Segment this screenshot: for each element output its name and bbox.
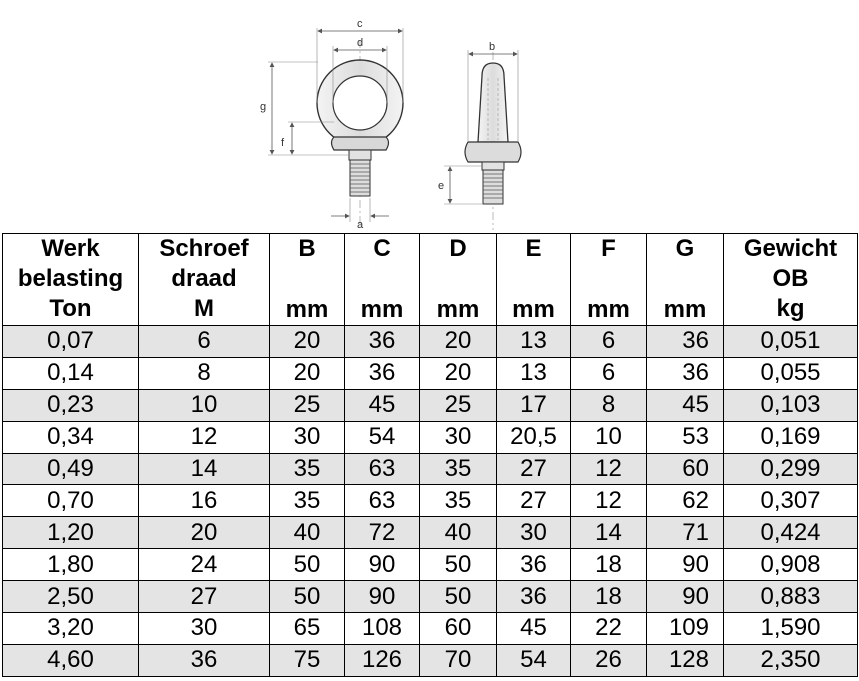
cell-werkbelasting: 3,20: [3, 613, 139, 645]
cell-werkbelasting: 1,20: [3, 517, 139, 549]
cell-e: 27: [497, 453, 571, 485]
cell-gewicht: 1,590: [724, 613, 858, 645]
header-schroefdraad: [139, 234, 270, 326]
cell-f: 6: [571, 357, 647, 389]
cell-gewicht: 0,051: [724, 326, 858, 358]
cell-gewicht: 0,055: [724, 357, 858, 389]
cell-d: 60: [420, 613, 497, 645]
header-unit: mm: [285, 296, 329, 323]
cell-b: 65: [270, 613, 345, 645]
header-letter: C: [373, 235, 391, 262]
cell-f: 10: [571, 421, 647, 453]
header-letter: E: [525, 235, 542, 262]
header-gewicht: [724, 234, 858, 326]
cell-f: 6: [571, 326, 647, 358]
dim-label-c: c: [357, 18, 363, 30]
cell-c: 126: [345, 644, 420, 676]
header-d: [420, 234, 497, 326]
cell-schroefdraad: 6: [139, 326, 270, 358]
table-row: [3, 517, 858, 549]
cell-c: 90: [345, 581, 420, 613]
cell-d: 70: [420, 644, 497, 676]
cell-gewicht: 0,908: [724, 549, 858, 581]
cell-d: 20: [420, 357, 497, 389]
technical-drawing: [0, 0, 859, 234]
cell-c: 36: [345, 326, 420, 358]
cell-b: 20: [270, 357, 345, 389]
cell-e: 36: [497, 549, 571, 581]
cell-g: 109: [647, 613, 724, 645]
cell-werkbelasting: 0,14: [3, 357, 139, 389]
cell-schroefdraad: 30: [139, 613, 270, 645]
header-line: M: [194, 295, 214, 322]
cell-g: 90: [647, 581, 724, 613]
cell-c: 63: [345, 453, 420, 485]
cell-f: 18: [571, 549, 647, 581]
table-row: [3, 644, 858, 676]
cell-f: 8: [571, 389, 647, 421]
table-row: [3, 453, 858, 485]
header-c: [345, 234, 420, 326]
header-line: Gewicht: [743, 235, 838, 262]
cell-f: 14: [571, 517, 647, 549]
cell-d: 25: [420, 389, 497, 421]
cell-b: 50: [270, 549, 345, 581]
cell-d: 40: [420, 517, 497, 549]
cell-c: 54: [345, 421, 420, 453]
dim-label-f: f: [281, 137, 285, 149]
cell-gewicht: 0,103: [724, 389, 858, 421]
header-line: kg: [776, 295, 805, 322]
front-view: [260, 18, 403, 231]
dim-label-a: a: [357, 219, 364, 231]
cell-b: 35: [270, 485, 345, 517]
header-line: Schroef: [159, 235, 249, 262]
header-line: draad: [171, 265, 237, 292]
side-view: [438, 41, 521, 230]
header-werkbelasting: [3, 234, 139, 326]
table-row: [3, 485, 858, 517]
cell-f: 12: [571, 485, 647, 517]
header-g: [647, 234, 724, 326]
cell-g: 128: [647, 644, 724, 676]
header-line: OB: [772, 265, 809, 292]
cell-e: 54: [497, 644, 571, 676]
cell-schroefdraad: 16: [139, 485, 270, 517]
header-unit: mm: [587, 296, 630, 323]
header-letter: D: [449, 235, 467, 262]
cell-e: 17: [497, 389, 571, 421]
cell-g: 60: [647, 453, 724, 485]
cell-e: 13: [497, 357, 571, 389]
cell-c: 45: [345, 389, 420, 421]
header-line: Ton: [49, 295, 92, 322]
cell-gewicht: 0,307: [724, 485, 858, 517]
cell-schroefdraad: 20: [139, 517, 270, 549]
table-row: [3, 549, 858, 581]
table-row: [3, 389, 858, 421]
header-unit: mm: [512, 296, 555, 323]
cell-gewicht: 0,883: [724, 581, 858, 613]
cell-schroefdraad: 27: [139, 581, 270, 613]
cell-schroefdraad: 8: [139, 357, 270, 389]
cell-e: 36: [497, 581, 571, 613]
cell-c: 108: [345, 613, 420, 645]
table-row: [3, 326, 858, 358]
cell-e: 20,5: [497, 421, 571, 453]
header-letter: G: [675, 235, 695, 262]
header-e: [497, 234, 571, 326]
table-row: [3, 581, 858, 613]
cell-werkbelasting: 0,07: [3, 326, 139, 358]
cell-g: 36: [647, 357, 724, 389]
table-row: [3, 421, 858, 453]
cell-e: 13: [497, 326, 571, 358]
cell-werkbelasting: 0,70: [3, 485, 139, 517]
cell-e: 45: [497, 613, 571, 645]
cell-werkbelasting: 4,60: [3, 644, 139, 676]
cell-werkbelasting: 2,50: [3, 581, 139, 613]
cell-schroefdraad: 36: [139, 644, 270, 676]
cell-f: 18: [571, 581, 647, 613]
cell-g: 45: [647, 389, 724, 421]
dim-label-b: b: [489, 41, 496, 53]
cell-c: 90: [345, 549, 420, 581]
header-row: [3, 234, 858, 326]
cell-werkbelasting: 1,80: [3, 549, 139, 581]
cell-d: 35: [420, 453, 497, 485]
cell-b: 75: [270, 644, 345, 676]
cell-c: 72: [345, 517, 420, 549]
cell-b: 40: [270, 517, 345, 549]
cell-b: 20: [270, 326, 345, 358]
table-row: [3, 357, 858, 389]
cell-e: 30: [497, 517, 571, 549]
cell-d: 50: [420, 581, 497, 613]
header-line: Werk: [41, 235, 100, 262]
header-letter: F: [601, 235, 616, 262]
cell-g: 36: [647, 326, 724, 358]
specification-table: [2, 233, 858, 677]
cell-schroefdraad: 14: [139, 453, 270, 485]
eyebolt-drawing: [0, 0, 859, 234]
header-line: belasting: [17, 265, 124, 292]
cell-f: 22: [571, 613, 647, 645]
cell-f: 26: [571, 644, 647, 676]
cell-d: 20: [420, 326, 497, 358]
cell-gewicht: 0,169: [724, 421, 858, 453]
table-body: [3, 326, 858, 677]
cell-g: 53: [647, 421, 724, 453]
cell-f: 12: [571, 453, 647, 485]
cell-b: 50: [270, 581, 345, 613]
cell-schroefdraad: 10: [139, 389, 270, 421]
cell-g: 71: [647, 517, 724, 549]
cell-g: 90: [647, 549, 724, 581]
cell-b: 35: [270, 453, 345, 485]
cell-d: 50: [420, 549, 497, 581]
cell-schroefdraad: 24: [139, 549, 270, 581]
header-unit: mm: [663, 296, 707, 323]
cell-schroefdraad: 12: [139, 421, 270, 453]
cell-c: 63: [345, 485, 420, 517]
table-row: [3, 613, 858, 645]
cell-gewicht: 2,350: [724, 644, 858, 676]
header-letter: B: [298, 235, 316, 262]
header-unit: mm: [360, 296, 404, 323]
cell-werkbelasting: 0,49: [3, 453, 139, 485]
cell-d: 35: [420, 485, 497, 517]
cell-werkbelasting: 0,23: [3, 389, 139, 421]
cell-g: 62: [647, 485, 724, 517]
header-b: [270, 234, 345, 326]
cell-gewicht: 0,299: [724, 453, 858, 485]
header-unit: mm: [436, 296, 480, 323]
cell-werkbelasting: 0,34: [3, 421, 139, 453]
cell-e: 27: [497, 485, 571, 517]
header-f: [571, 234, 647, 326]
cell-d: 30: [420, 421, 497, 453]
cell-gewicht: 0,424: [724, 517, 858, 549]
cell-b: 30: [270, 421, 345, 453]
cell-c: 36: [345, 357, 420, 389]
dim-label-g: g: [260, 101, 267, 113]
dim-label-e: e: [438, 180, 445, 192]
dim-label-d: d: [357, 37, 364, 49]
cell-b: 25: [270, 389, 345, 421]
